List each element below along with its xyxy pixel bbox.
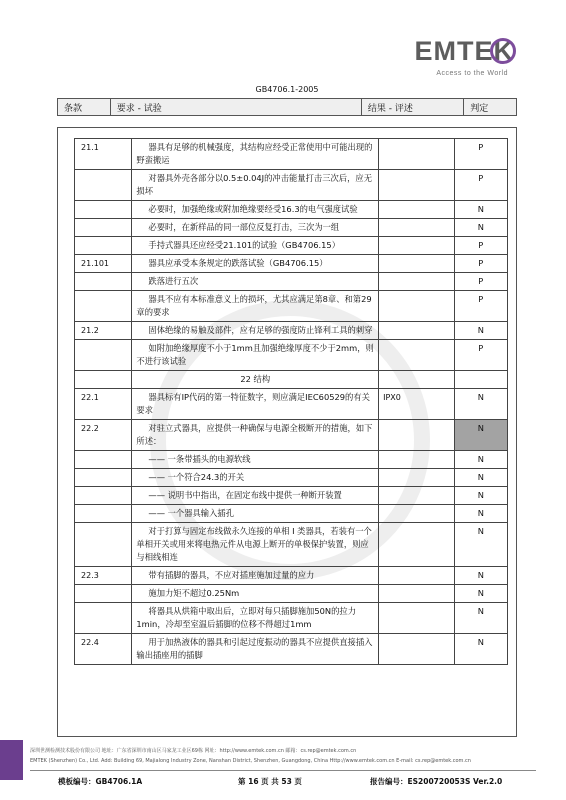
table-row (75, 371, 508, 389)
result-cell (379, 322, 455, 340)
clause-cell (75, 585, 132, 603)
table-row (75, 201, 508, 219)
clause-cell: 21.2 (75, 322, 132, 340)
verdict-cell: N (454, 603, 507, 634)
standard-title: GB4706.1-2005 (255, 85, 319, 94)
result-cell (379, 255, 455, 273)
clause-cell (75, 170, 132, 201)
requirement-cell: 对器具外壳各部分以0.5±0.04J的冲击能量打击三次后，应无损坏 (132, 170, 379, 201)
result-cell (379, 371, 455, 389)
requirement-cell: 器具有足够的机械强度，其结构应经受正常使用中可能出现的野蛮搬运 (132, 139, 379, 170)
footer-address-cn: 深圳世测检测技术股份有限公司 地址：广东省深圳市南山区马家龙工业区69栋 网址：http://www.emtek.com.cn 邮箱：cs.rep@emtek.com.cn (30, 748, 357, 754)
verdict-cell: P (454, 139, 507, 170)
result-cell (379, 585, 455, 603)
requirement-cell: 22 结构 (132, 371, 379, 389)
result-cell (379, 505, 455, 523)
requirement-cell: 跌落进行五次 (132, 273, 379, 291)
result-cell: IPX0 (379, 389, 455, 420)
result-cell (379, 634, 455, 665)
clause-cell: 22.1 (75, 389, 132, 420)
table-row (75, 389, 508, 420)
verdict-cell: N (454, 585, 507, 603)
clause-cell: 22.2 (75, 420, 132, 451)
requirement-cell: 如附加绝缘厚度不小于1mm且加强绝缘厚度不少于2mm，则不进行该试验 (132, 340, 379, 371)
verdict-cell: P (454, 255, 507, 273)
requirement-cell: 器具不应有本标准意义上的损坏，尤其应满足第8章、和第29章的要求 (132, 291, 379, 322)
result-cell (379, 603, 455, 634)
clause-cell (75, 291, 132, 322)
footer-divider (30, 770, 536, 771)
report-number: 报告编号：ES200720053S Ver.2.0 (370, 777, 503, 786)
result-cell (379, 139, 455, 170)
clause-cell (75, 505, 132, 523)
clause-cell (75, 219, 132, 237)
table-row (75, 139, 508, 170)
verdict-cell: N (454, 523, 507, 567)
table-row (75, 487, 508, 505)
verdict-cell (454, 371, 507, 389)
clause-cell (75, 469, 132, 487)
clause-cell (75, 340, 132, 371)
table-row (75, 603, 508, 634)
verdict-cell: P (454, 291, 507, 322)
table-row (75, 523, 508, 567)
verdict-cell: N (454, 219, 507, 237)
verdict-cell: N (454, 420, 507, 451)
result-cell (379, 420, 455, 451)
verdict-cell: N (454, 451, 507, 469)
clause-cell (75, 603, 132, 634)
logo-check-icon (490, 38, 516, 64)
col-clause: 条款 (58, 99, 111, 116)
requirement-cell: 固体绝缘的易触及部件，应有足够的强度防止锋利工具的刺穿 (132, 322, 379, 340)
requirement-cell: —— 一个器具输入插孔 (132, 505, 379, 523)
result-cell (379, 469, 455, 487)
clause-cell (75, 523, 132, 567)
result-cell (379, 487, 455, 505)
table-row (75, 219, 508, 237)
requirement-cell: 将器具从烘箱中取出后，立即对每只插脚施加50N的拉力1min，冷却至室温后插脚的位移不得超过1mm (132, 603, 379, 634)
clause-cell (75, 201, 132, 219)
requirement-cell: 器具应承受本条规定的跌落试验（GB4706.15） (132, 255, 379, 273)
table-row (75, 567, 508, 585)
result-cell (379, 451, 455, 469)
requirement-cell: 施加力矩不超过0.25Nm (132, 585, 379, 603)
table-row (75, 585, 508, 603)
col-verdict: 判定 (464, 99, 517, 116)
verdict-cell: P (454, 170, 507, 201)
clause-cell (75, 451, 132, 469)
verdict-cell: N (454, 389, 507, 420)
verdict-cell: N (454, 322, 507, 340)
verdict-cell: P (454, 237, 507, 255)
col-requirement: 要求 - 试验 (110, 99, 361, 116)
result-cell (379, 567, 455, 585)
table-row (75, 505, 508, 523)
clause-cell: 22.3 (75, 567, 132, 585)
result-cell (379, 291, 455, 322)
verdict-cell: P (454, 340, 507, 371)
requirement-cell: 必要时，在新样品的同一部位反复打击，三次为一组 (132, 219, 379, 237)
result-cell (379, 340, 455, 371)
clause-cell (75, 371, 132, 389)
result-cell (379, 273, 455, 291)
verdict-cell: N (454, 201, 507, 219)
verdict-cell: N (454, 634, 507, 665)
verdict-cell: N (454, 505, 507, 523)
table-row (75, 291, 508, 322)
requirement-cell: —— 说明书中指出，在固定布线中提供一种断开装置 (132, 487, 379, 505)
table-row (75, 420, 508, 451)
verdict-cell: N (454, 487, 507, 505)
clause-cell: 22.4 (75, 634, 132, 665)
requirement-cell: 对驻立式器具，应提供一种确保与电源全极断开的措施，如下所述： (132, 420, 379, 451)
requirement-cell: —— 一个符合24.3的开关 (132, 469, 379, 487)
requirement-cell: —— 一条带插头的电源软线 (132, 451, 379, 469)
verdict-cell: N (454, 567, 507, 585)
result-cell (379, 219, 455, 237)
result-cell (379, 201, 455, 219)
clause-cell: 21.101 (75, 255, 132, 273)
verdict-cell: P (454, 273, 507, 291)
verdict-cell: N (454, 469, 507, 487)
table-row (75, 469, 508, 487)
table-row (75, 340, 508, 371)
company-tagline: Access to the World (436, 70, 508, 77)
table-row (75, 237, 508, 255)
table-row (75, 634, 508, 665)
footer-accent-bar (0, 740, 23, 780)
result-cell (379, 237, 455, 255)
clause-cell (75, 487, 132, 505)
table-row (75, 255, 508, 273)
requirement-cell: 器具标有IP代码的第一特征数字，则应满足IEC60529的有关要求 (132, 389, 379, 420)
table-row (75, 451, 508, 469)
result-cell (379, 523, 455, 567)
requirement-cell: 带有插脚的器具，不应对插座施加过量的应力 (132, 567, 379, 585)
company-logo: EMTEK (414, 36, 514, 66)
requirements-table (74, 138, 508, 665)
table-row (75, 170, 508, 201)
requirement-cell: 必要时，加强绝缘或附加绝缘要经受16.3的电气强度试验 (132, 201, 379, 219)
table-row (75, 273, 508, 291)
clause-cell: 21.1 (75, 139, 132, 170)
col-result: 结果 - 评述 (361, 99, 463, 116)
requirement-cell: 手持式器具还应经受21.101的试验（GB4706.15） (132, 237, 379, 255)
column-header-table (57, 98, 517, 116)
footer-address-en: EMTEK (Shenzhen) Co., Ltd. Add: Building 69, Majialong Industry Zone, Nanshan District, Shenzhen, Guangdong, China Http://www.emtek.com.cn E-mail: cs.rep@emtek.com.cn (30, 758, 471, 764)
requirement-cell: 用于加热液体的器具和引起过度振动的器具不应提供直接插入输出插座用的插脚 (132, 634, 379, 665)
page-number: 第 16 页 共 53 页 (238, 777, 302, 786)
table-row (75, 322, 508, 340)
clause-cell (75, 273, 132, 291)
result-cell (379, 170, 455, 201)
template-number: 模板编号：GB4706.1A (58, 777, 143, 786)
clause-cell (75, 237, 132, 255)
requirement-cell: 对于打算与固定布线做永久连接的单相 I 类器具，若装有一个单相开关或用来将电热元件从电源上断开的单极保护装置，则应与相线相连 (132, 523, 379, 567)
